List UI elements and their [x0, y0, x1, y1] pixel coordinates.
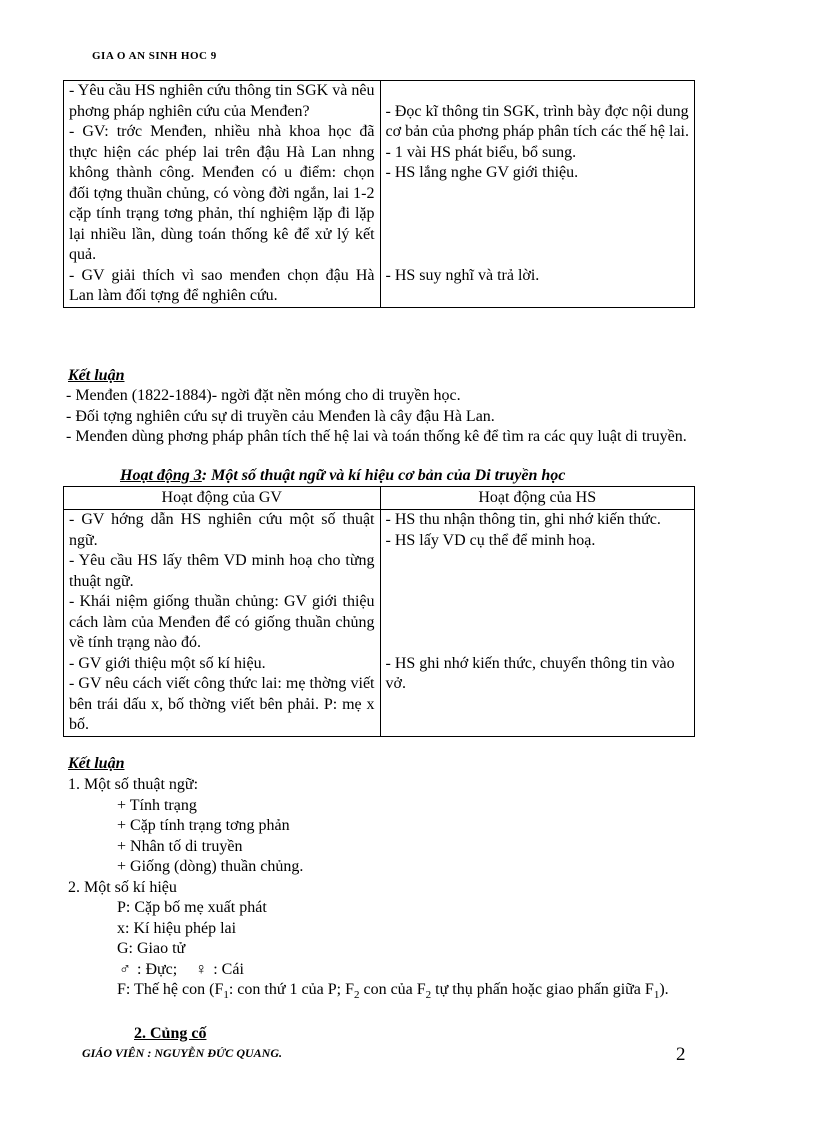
symbol-item: G: Giao tử: [117, 940, 186, 957]
activity-3-heading: [120, 467, 565, 485]
f-text: F: Thế hệ con (F: [117, 981, 224, 998]
conclusion-title: Kết luận: [68, 367, 125, 384]
symbol-item: P: Cặp bố mẹ xuất phát: [117, 899, 267, 916]
symbol-item: x: Kí hiệu phép lai: [117, 919, 237, 937]
f-subscript: 2: [425, 989, 432, 1002]
activity-3-label: Hoạt động 3: [120, 467, 202, 484]
student-activity-text: - Đọc kĩ thông tin SGK, trình bày đợc nội dung cơ bản của phơng pháp phân tích các thế hệ lai.: [385, 102, 689, 140]
column-header-gv: Hoạt động của GV: [64, 487, 381, 510]
symbols-heading: 2. Một số kí hiệu: [68, 878, 177, 896]
conclusion-line: - Menđen (1822-1884)- ngời đặt nền móng cho di truyền học.: [66, 387, 461, 404]
footer-teacher: GIÁO VIÊN : NGUYỄN ĐỨC QUANG.: [82, 1046, 282, 1060]
page-header: GIA O AN SINH HOC 9: [92, 50, 217, 62]
term-item: + Giống (dòng) thuần chủng.: [117, 858, 304, 875]
activity-table-1: [63, 80, 695, 308]
female-label: : Cái: [213, 960, 244, 978]
terms-heading: 1. Một số thuật ngữ:: [68, 776, 199, 793]
teacher-activity-text: - GV nêu cách viết công thức lai: mẹ thờng viết bên trái dấu x, bố thờng viết bên phải. P: mẹ x bố.: [69, 675, 375, 733]
page-number: 2: [676, 1044, 686, 1065]
student-activity-cell: [380, 81, 694, 308]
student-activity-text: - HS ghi nhớ kiến thức, chuyển thông tin vào vở.: [385, 654, 675, 692]
section-cung-co: 2. Củng cố: [134, 1025, 207, 1042]
teacher-activity-text: - GV giải thích vì sao menđen chọn đậu Hà Lan làm đối tợng để nghiên cứu.: [69, 266, 375, 304]
teacher-activity-text: - Yêu cầu HS lấy thêm VD minh hoạ cho từng thuật ngữ.: [69, 552, 375, 590]
teacher-activity-text: - GV giới thiệu một số kí hiệu.: [69, 654, 266, 672]
teacher-activity-text: - Khái niệm giống thuần chủng: GV giới thiệu cách làm của Menđen để có giống thuần chủng về tính trạng nào đó.: [69, 593, 375, 651]
student-activity-text: - HS thu nhận thông tin, ghi nhớ kiến thức.: [385, 511, 661, 528]
student-activity-text: - HS suy nghĩ và trả lời.: [385, 266, 540, 284]
term-item: + Cặp tính trạng tơng phản: [117, 817, 290, 834]
male-symbol-icon: ♂: [119, 960, 131, 978]
f-text: ).: [659, 981, 669, 998]
student-activity-cell: [380, 510, 695, 737]
f-subscript: 1: [653, 989, 660, 1002]
f-subscript: 2: [353, 989, 360, 1002]
f-text: con của F: [359, 981, 426, 998]
f-generation-line: [68, 980, 696, 1006]
sex-symbols-line: [68, 960, 696, 981]
teacher-activity-text: - GV: trớc Menđen, nhiều nhà khoa học đã thực hiện các phép lai trên đậu Hà Lan nhng không thành công. Menđen có u điểm: chọn đối tợng thuần chủng, có vòng đời ngắn, lai 1-2 cặp tính trạng tơng phản, thí nghiệm lặp đi lặp lại nhiều lần, dùng toán thống kê để xử lý kết quả.: [69, 123, 375, 263]
f-text: : con thứ 1 của P; F: [228, 981, 354, 998]
student-activity-text: - 1 vài HS phát biểu, bổ sung.: [385, 143, 577, 161]
conclusion-line: - Menđen dùng phơng pháp phân tích thế hệ lai và toán thống kê để tìm ra các quy luật di truyền.: [66, 428, 687, 445]
teacher-activity-cell: [64, 510, 381, 737]
teacher-activity-cell: [64, 81, 381, 308]
teacher-activity-text: - Yêu cầu HS nghiên cứu thông tin SGK và nêu phơng pháp nghiên cứu của Menđen?: [69, 82, 375, 120]
female-symbol-icon: ♀: [195, 960, 208, 978]
terms-and-symbols: [68, 775, 696, 1006]
conclusion-2-title: Kết luận: [68, 755, 125, 772]
activity-3-title: : Một số thuật ngữ và kí hiệu cơ bản của Di truyền học: [201, 467, 566, 484]
male-label: : Đực;: [137, 960, 178, 978]
column-header-hs: Hoạt động của HS: [380, 487, 695, 510]
term-item: + Tính trạng: [117, 796, 197, 814]
student-activity-text: - HS lắng nghe GV giới thiệu.: [385, 164, 579, 181]
f-subscript: 1: [223, 989, 229, 1002]
conclusion-line: - Đối tợng nghiên cứu sự di truyền cảu Menđen là cây đậu Hà Lan.: [66, 407, 495, 425]
activity-table-2: [63, 486, 695, 737]
conclusion-body: [66, 386, 696, 448]
f-text: tự thụ phấn hoặc giao phấn giữa F: [431, 981, 654, 998]
teacher-activity-text: - GV hớng dẫn HS nghiên cứu một số thuật ngữ.: [69, 511, 375, 549]
term-item: + Nhân tố di truyền: [117, 837, 243, 855]
student-activity-text: - HS lấy VD cụ thể để minh hoạ.: [385, 531, 596, 549]
